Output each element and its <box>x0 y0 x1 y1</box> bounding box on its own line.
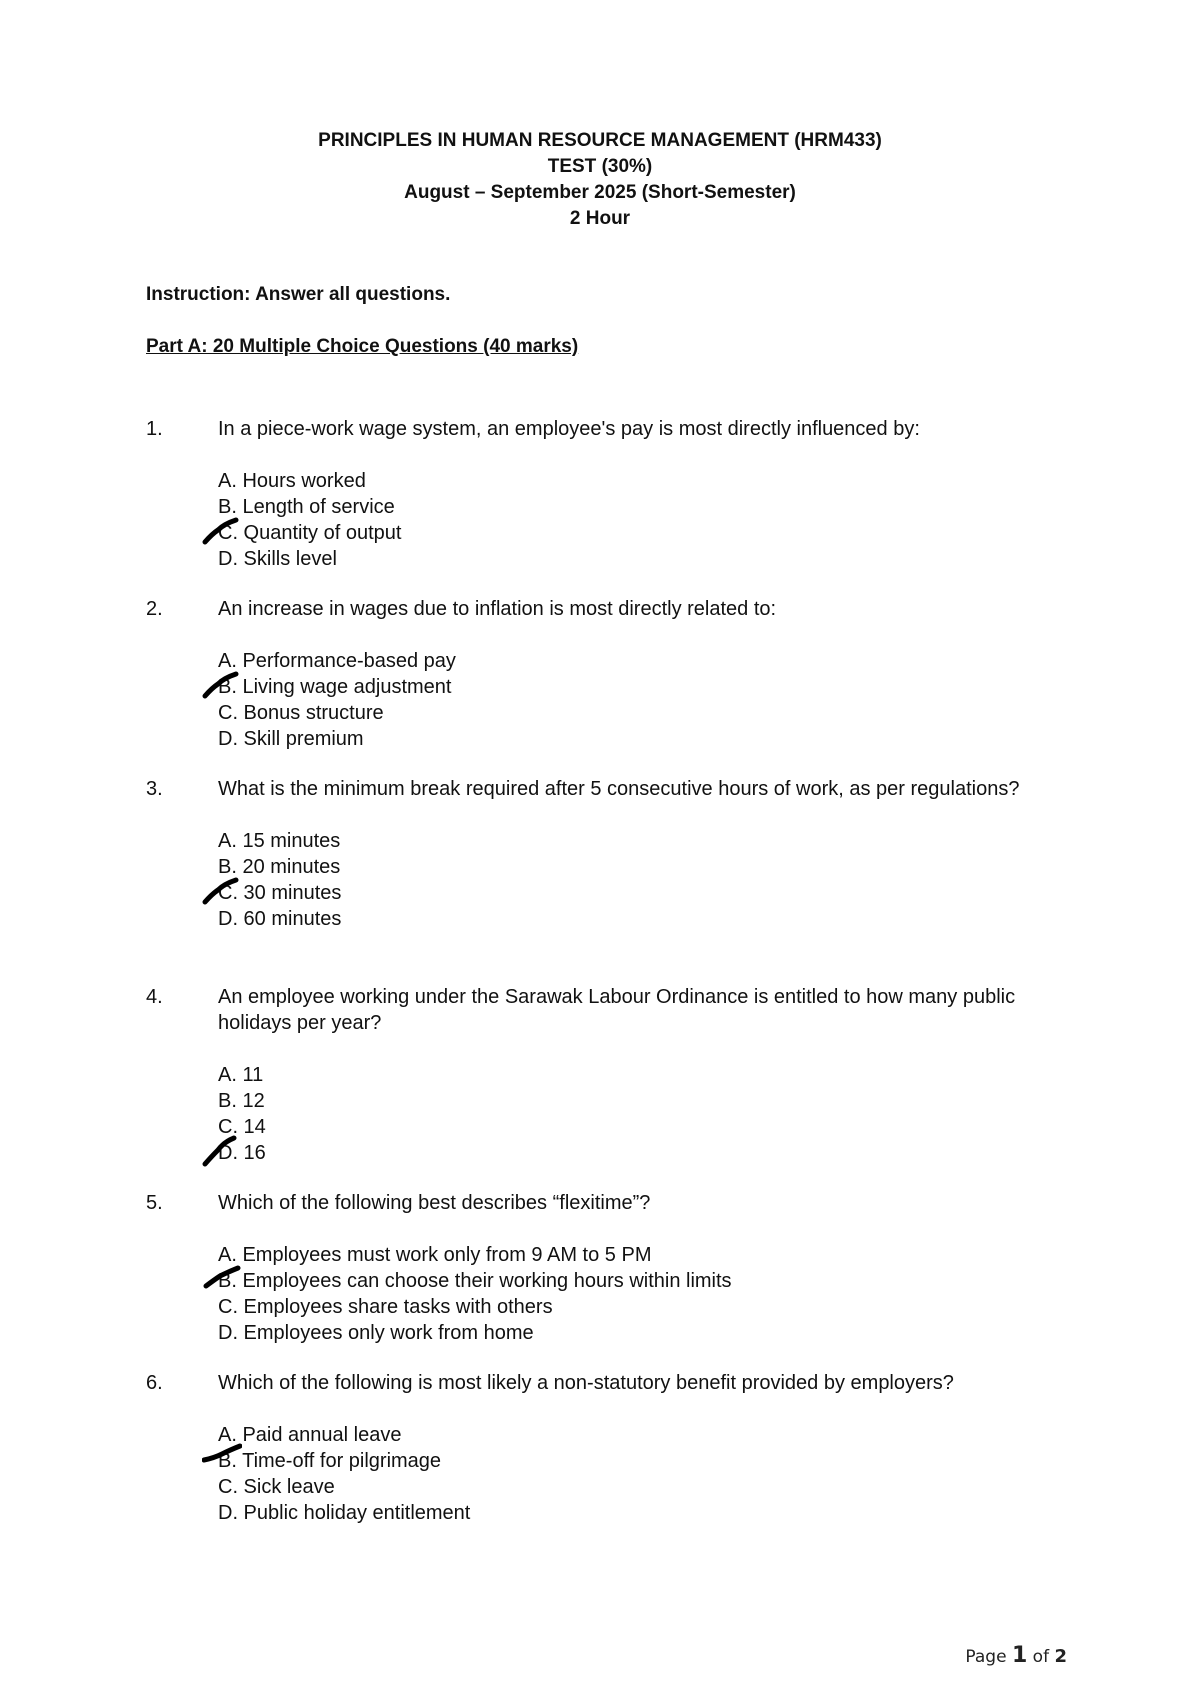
option-list <box>218 1422 1066 1526</box>
option-c-label: C. Quantity of output <box>218 522 402 544</box>
question-text: Which of the following is most likely a non-statutory benefit provided by employers? <box>218 1372 954 1394</box>
course-title: PRINCIPLES IN HUMAN RESOURCE MANAGEMENT (HRM433) <box>318 130 882 151</box>
option-d: D. 60 minutes <box>218 908 342 930</box>
semester-label: August – September 2025 (Short-Semester) <box>404 182 796 203</box>
option-d: D. Employees only work from home <box>218 1322 534 1344</box>
question-text: An employee working under the Sarawak Labour Ordinance is entitled to how many public holidays per year? <box>218 986 1016 1034</box>
page-number: 1 <box>1011 1643 1028 1668</box>
question-3 <box>146 776 1066 932</box>
page-label: Page <box>965 1647 1007 1667</box>
question-text: Which of the following best describes “flexitime”? <box>218 1192 651 1214</box>
question-text: In a piece-work wage system, an employee's pay is most directly influenced by: <box>218 418 920 440</box>
option-a: A. Employees must work only from 9 AM to 5 PM <box>218 1244 652 1266</box>
question-6 <box>146 1370 1066 1526</box>
question-number: 1. <box>146 418 163 440</box>
part-a-title: Part A: 20 Multiple Choice Questions (40 marks) <box>146 336 579 357</box>
total-pages: 2 <box>1054 1646 1067 1667</box>
option-d: D. Skills level <box>218 548 337 570</box>
option-b <box>218 674 1066 700</box>
duration-label: 2 Hour <box>569 208 631 229</box>
option-c <box>218 520 1066 546</box>
option-list <box>218 648 1066 752</box>
page-footer <box>965 1643 1067 1668</box>
option-d <box>218 1140 1066 1166</box>
option-c-label: C. 30 minutes <box>218 882 342 904</box>
option-list <box>218 828 1066 932</box>
option-b <box>218 1268 1066 1294</box>
option-a: A. 11 <box>218 1064 264 1086</box>
option-d-label: D. 16 <box>218 1142 266 1164</box>
option-c: C. Bonus structure <box>218 702 384 724</box>
option-b-label: B. Living wage adjustment <box>218 676 452 698</box>
question-2 <box>146 596 1066 752</box>
option-c: C. Sick leave <box>218 1476 335 1498</box>
option-b <box>218 1448 1066 1474</box>
option-a: A. Paid annual leave <box>218 1424 402 1446</box>
option-b-label: B. Time-off for pilgrimage <box>218 1450 442 1472</box>
question-number: 5. <box>146 1192 163 1214</box>
option-d: D. Skill premium <box>218 728 364 750</box>
question-number: 6. <box>146 1372 163 1394</box>
question-number: 4. <box>146 986 163 1008</box>
question-number: 3. <box>146 778 163 800</box>
option-c: C. Employees share tasks with others <box>218 1296 553 1318</box>
option-c: C. 14 <box>218 1116 266 1138</box>
option-b-label: B. Employees can choose their working hours within limits <box>218 1270 732 1292</box>
question-number: 2. <box>146 598 163 620</box>
option-b: B. Length of service <box>218 496 395 518</box>
option-c <box>218 880 1066 906</box>
option-a: A. Performance-based pay <box>218 650 456 672</box>
option-b: B. 20 minutes <box>218 856 341 878</box>
of-label: of <box>1032 1647 1050 1667</box>
option-a: A. 15 minutes <box>218 830 341 852</box>
question-text: What is the minimum break required after 5 consecutive hours of work, as per regulations? <box>218 778 1020 800</box>
option-b: B. 12 <box>218 1090 265 1112</box>
question-text: An increase in wages due to inflation is most directly related to: <box>218 598 777 620</box>
instruction-text: Instruction: Answer all questions. <box>146 284 451 305</box>
option-d: D. Public holiday entitlement <box>218 1502 471 1524</box>
exam-header <box>0 128 1200 232</box>
option-list <box>218 468 1066 572</box>
question-4 <box>146 984 1066 1166</box>
question-1 <box>146 416 1066 572</box>
option-list <box>218 1242 1066 1346</box>
test-weight: TEST (30%) <box>547 156 653 177</box>
option-list <box>218 1062 1066 1166</box>
question-5 <box>146 1190 1066 1346</box>
option-a: A. Hours worked <box>218 470 366 492</box>
